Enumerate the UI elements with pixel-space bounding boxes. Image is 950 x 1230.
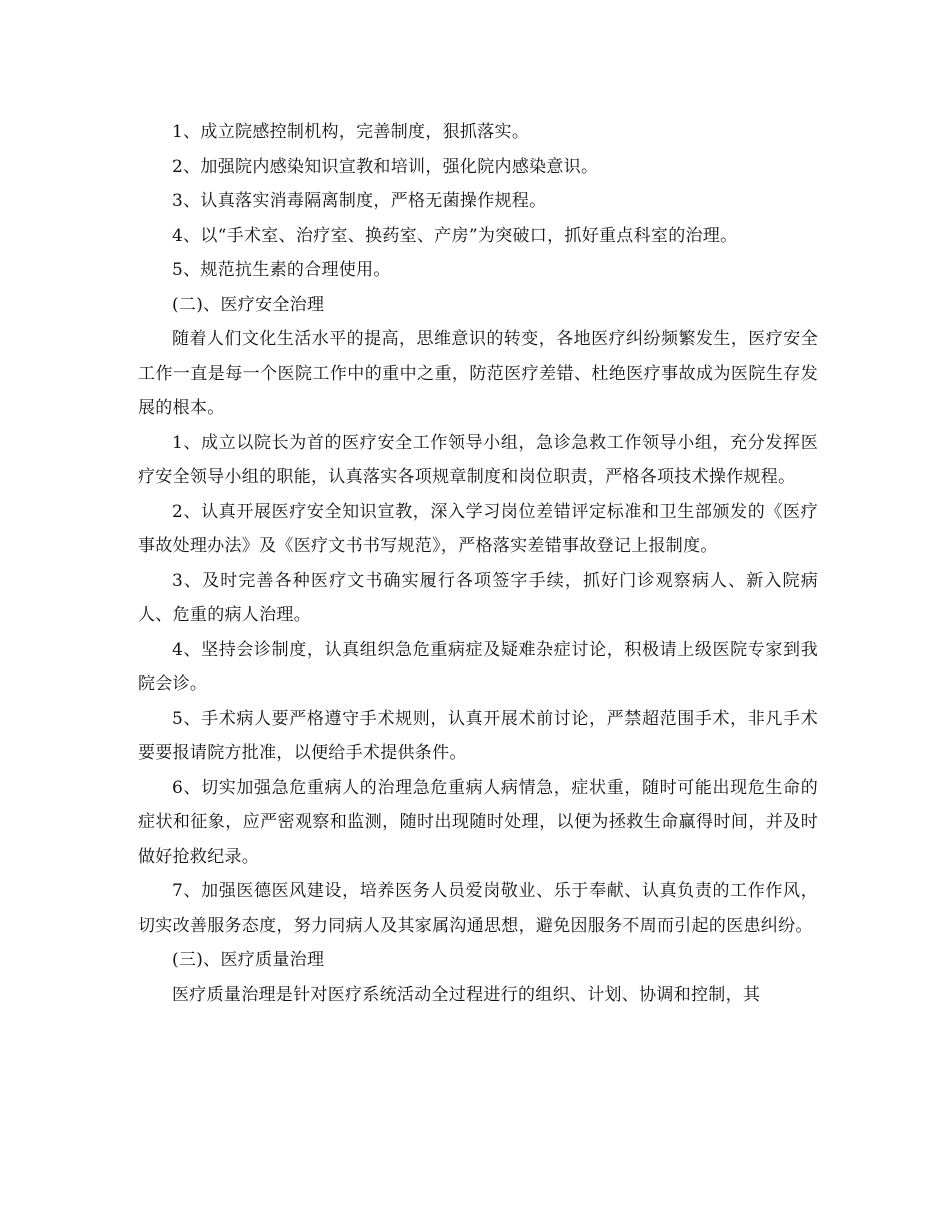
paragraph-safety-5: 5、手术病人要严格遵守手术规则，认真开展术前讨论，严禁超范围手术，非凡手术要要报请院方批准，以便给手术提供条件。 — [138, 708, 818, 763]
paragraph-safety-4: 4、坚持会诊制度，认真组织急危重病症及疑难杂症讨论，积极请上级医院专家到我院会诊。 — [138, 639, 818, 694]
section-heading-3: (三)、医疗质量治理 — [172, 950, 325, 970]
paragraph-intro-safety: 随着人们文化生活水平的提高，思维意识的转变，各地医疗纠纷频繁发生，医疗安全工作一直是每一个医院工作中的重中之重，防范医疗差错、杜绝医疗事故成为医院生存发展的根本。 — [138, 329, 818, 418]
paragraph-safety-3: 3、及时完善各种医疗文书确实履行各项签字手续，抓好门诊观察病人、新入院病人、危重的病人治理。 — [138, 570, 818, 625]
paragraph-1: 1、成立院感控制机构，完善制度，狠抓落实。 — [172, 122, 530, 142]
paragraph-quality-intro: 医疗质量治理是针对医疗系统活动全过程进行的组织、计划、协调和控制，其 — [172, 984, 761, 1005]
document-body — [138, 115, 818, 1012]
section-heading-2: (二)、医疗安全治理 — [172, 294, 325, 315]
paragraph-3: 3、认真落实消毒隔离制度，严格无菌操作规程。 — [172, 191, 547, 211]
paragraph-4: 4、以“手术室、治疗室、换药室、产房”为突破口，抓好重点科室的治理。 — [172, 225, 738, 246]
paragraph-safety-7: 7、加强医德医风建设，培养医务人员爱岗敬业、乐于奉献、认真负责的工作作风，切实改善服务态度，努力同病人及其家属沟通思想，避免因服务不周而引起的医患纠纷。 — [138, 881, 818, 936]
paragraph-5: 5、规范抗生素的合理使用。 — [172, 260, 391, 280]
paragraph-safety-6: 6、切实加强急危重病人的治理急危重病人病情急，症状重，随时可能出现危生命的症状和征象，应严密观察和监测，随时出现随时处理，以便为拯救生命赢得时间，并及时做好抢救纪录。 — [138, 777, 818, 867]
paragraph-safety-2: 2、认真开展医疗安全知识宣教，深入学习岗位差错评定标准和卫生部颁发的《医疗事故处理办法》及《医疗文书书写规范》，严格落实差错事故登记上报制度。 — [138, 501, 818, 556]
paragraph-2: 2、加强院内感染知识宣教和培训，强化院内感染意识。 — [172, 156, 599, 177]
paragraph-safety-1: 1、成立以院长为首的医疗安全工作领导小组，急诊急救工作领导小组，充分发挥医疗安全领导小组的职能，认真落实各项规章制度和岗位职责，严格各项技术操作规程。 — [138, 432, 818, 487]
